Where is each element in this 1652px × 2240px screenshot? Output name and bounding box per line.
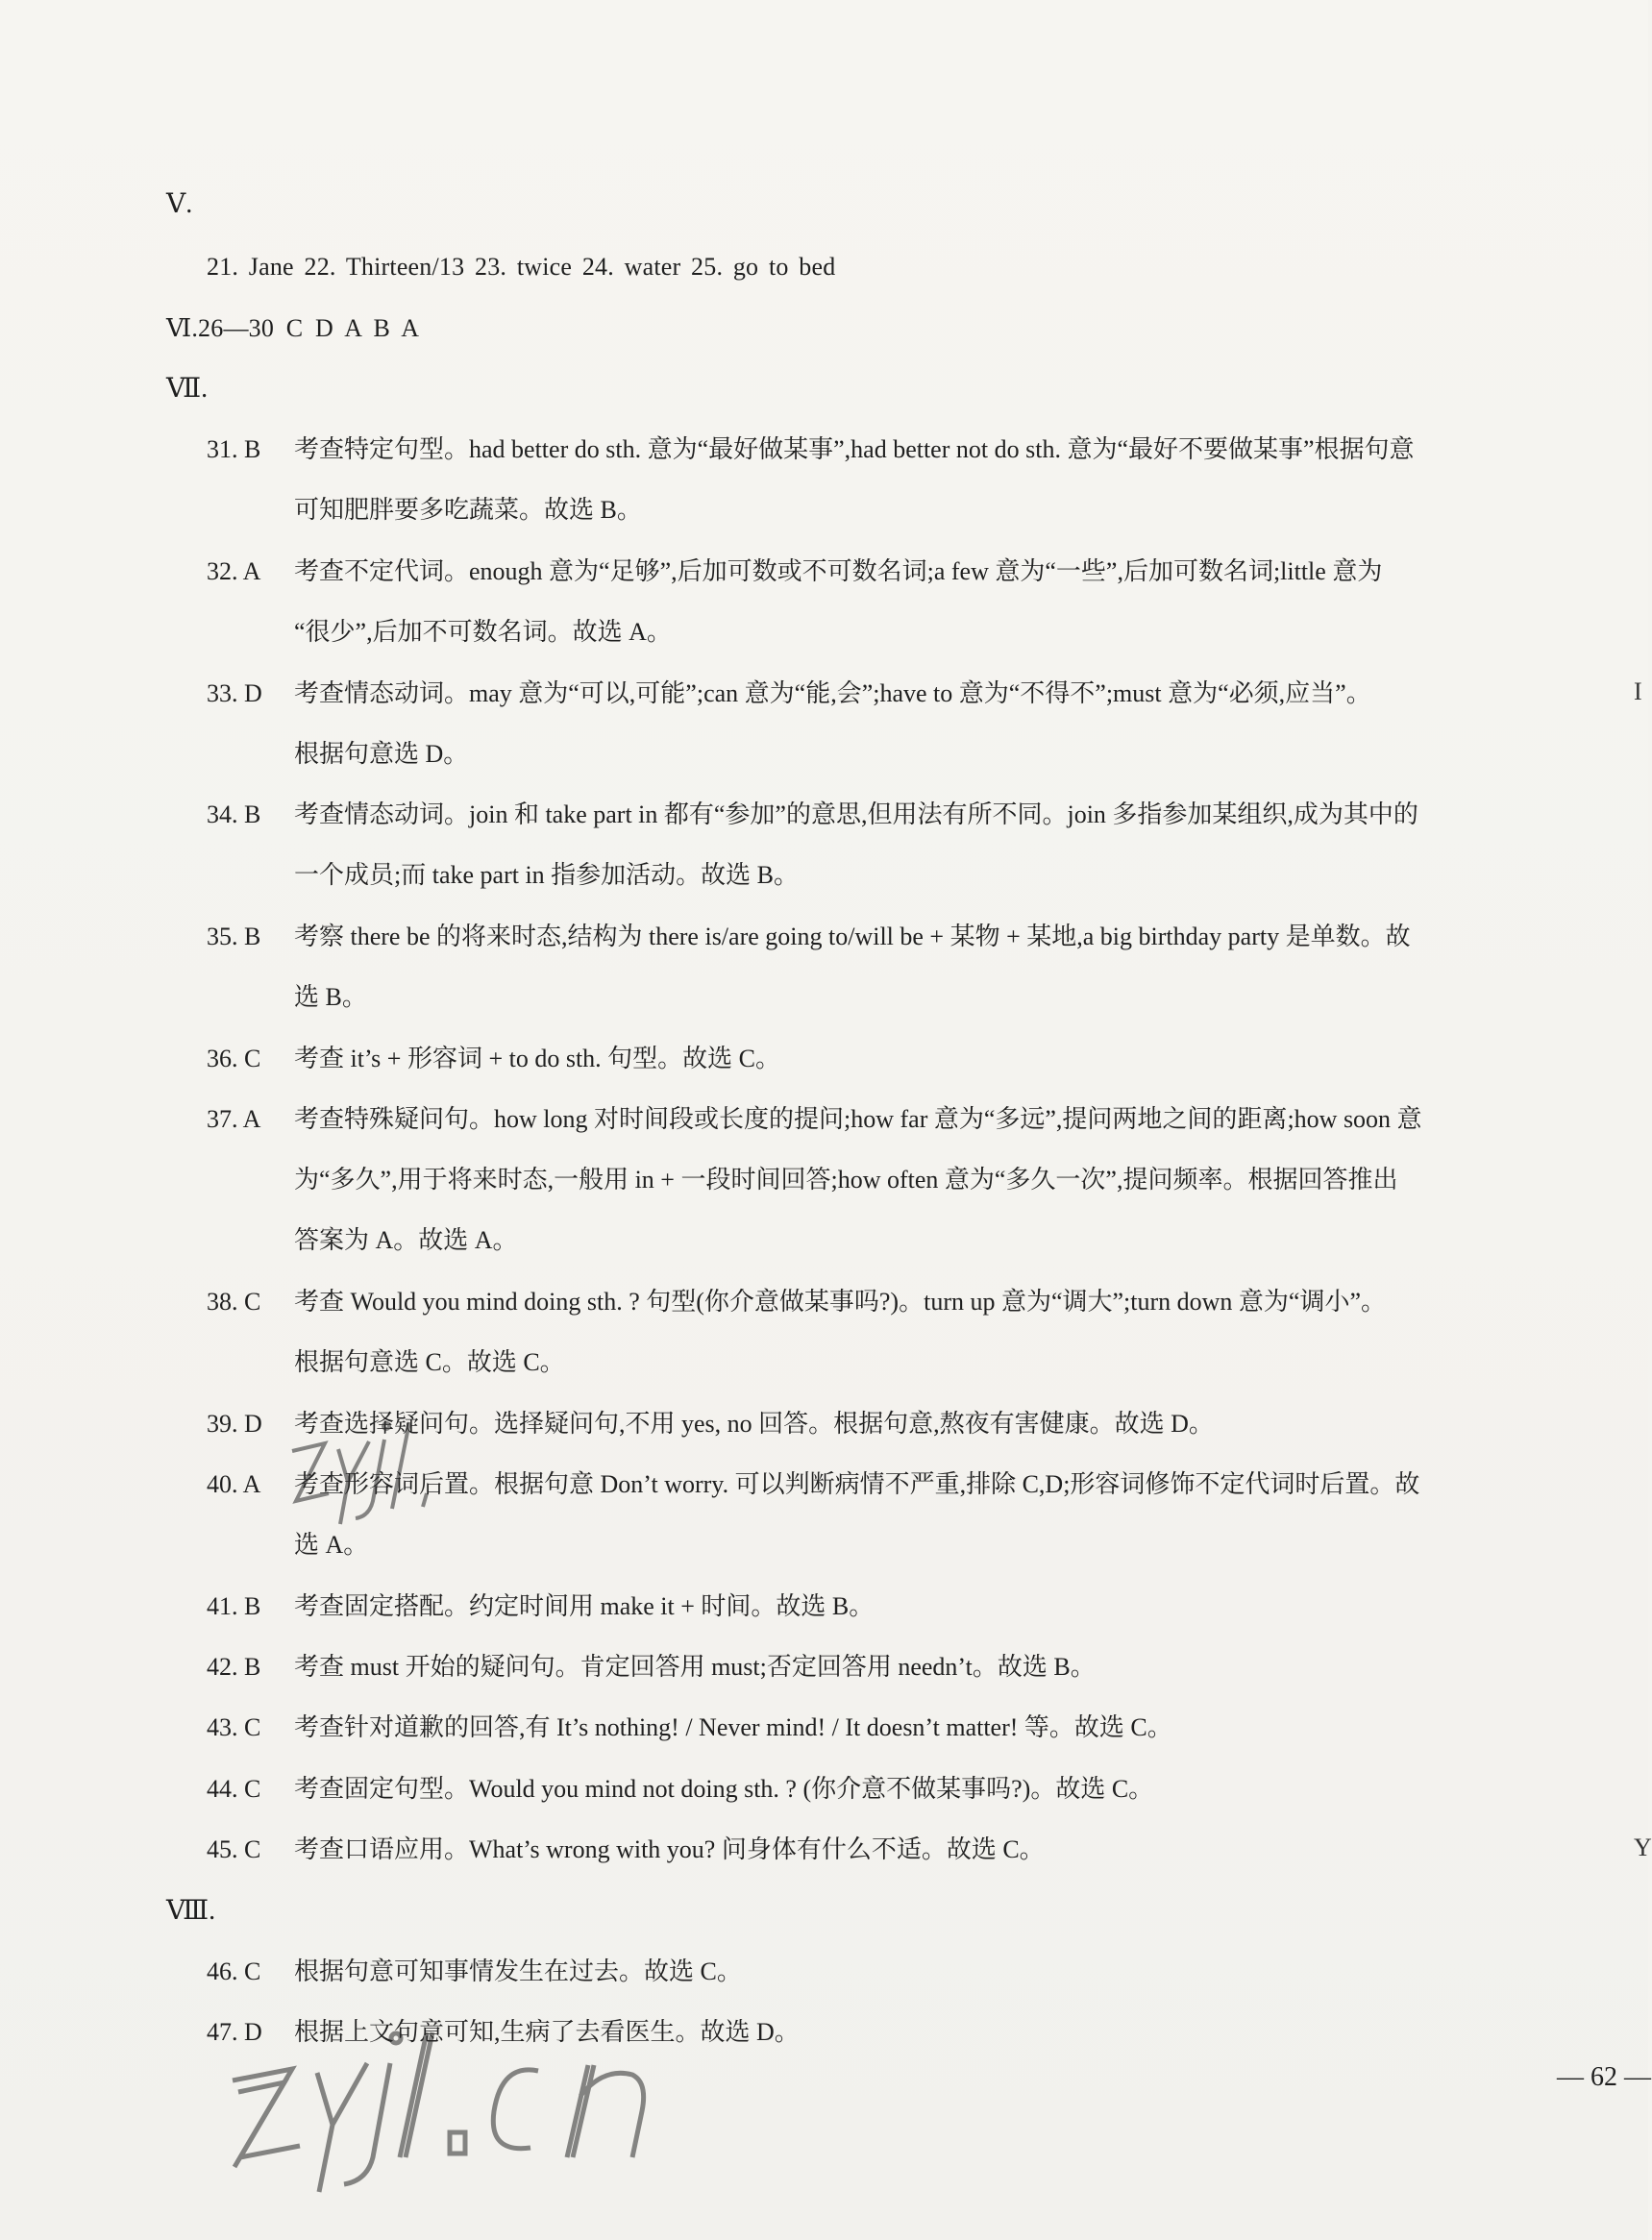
- answer-explanation-line: 根据上文句意可知,生病了去看医生。故选 D。: [294, 2018, 800, 2046]
- section-6-answers: Ⅵ.26—30 C D A B A: [166, 314, 420, 342]
- answer-explanation-line: 答案为 A。故选 A。: [294, 1226, 518, 1254]
- answer-explanation-line: 考查固定搭配。约定时间用 make it + 时间。故选 B。: [294, 1592, 875, 1620]
- answer-explanation-line: 考查情态动词。join 和 take part in 都有“参加”的意思,但用法有所不同。join 多指参加某组织,成为其中的: [294, 800, 1418, 828]
- answer-number: 39. D: [207, 1410, 262, 1438]
- answer-explanation-line: 一个成员;而 take part in 指参加活动。故选 B。: [294, 861, 800, 889]
- answer-explanation-line: 考查特殊疑问句。how long 对时间段或长度的提问;how far 意为“多远”,提问两地之间的距离;how soon 意: [294, 1105, 1422, 1133]
- answer-explanation-line: 考查口语应用。What’s wrong with you? 问身体有什么不适。故选 C。: [294, 1835, 1045, 1863]
- answer-explanation-line: 选 A。: [294, 1531, 369, 1559]
- answer-explanation-line: 考查 Would you mind doing sth. ? 句型(你介意做某事吗?)。turn up 意为“调大”;turn down 意为“调小”。: [294, 1288, 1387, 1316]
- section-5-heading: Ⅴ.: [166, 189, 193, 219]
- section-5-answers: 21. Jane 22. Thirteen/13 23. twice 24. water 25. go to bed: [207, 253, 836, 281]
- edge-mark-top: I: [1634, 677, 1642, 705]
- answer-explanation-line: 考查针对道歉的回答,有 It’s nothing! / Never mind! / It doesn’t matter! 等。故选 C。: [294, 1713, 1172, 1741]
- answer-number: 35. B: [207, 923, 261, 950]
- answer-explanation-line: 考查固定句型。Would you mind not doing sth. ? (你介意不做某事吗?)。故选 C。: [294, 1775, 1154, 1803]
- answer-number: 32. A: [207, 557, 261, 585]
- answer-number: 46. C: [207, 1957, 261, 1985]
- answer-number: 34. B: [207, 800, 261, 828]
- answer-explanation-line: “很少”,后加不可数名词。故选 A。: [294, 618, 672, 646]
- answer-number: 47. D: [207, 2018, 262, 2046]
- answer-explanation-line: 考察 there be 的将来时态,结构为 there is/are going to/will be + 某物 + 某地,a big birthday party 是单数。故: [294, 923, 1411, 950]
- section-8-heading: Ⅷ.: [166, 1896, 216, 1926]
- answer-number: 40. A: [207, 1470, 261, 1498]
- answer-explanation-line: 考查 it’s + 形容词 + to do sth. 句型。故选 C。: [294, 1045, 781, 1072]
- answer-number: 41. B: [207, 1592, 261, 1620]
- answer-number: 31. B: [207, 435, 261, 463]
- answer-number: 45. C: [207, 1835, 261, 1863]
- answer-explanation-line: 根据句意可知事情发生在过去。故选 C。: [294, 1957, 742, 1985]
- answer-explanation-line: 根据句意选 C。故选 C。: [294, 1348, 565, 1376]
- answer-explanation-line: 可知肥胖要多吃蔬菜。故选 B。: [294, 496, 642, 524]
- answer-explanation-line: 根据句意选 D。: [294, 740, 469, 768]
- answer-number: 37. A: [207, 1105, 261, 1133]
- answer-number: 38. C: [207, 1288, 261, 1316]
- edge-mark-bottom: Y: [1634, 1834, 1652, 1861]
- answer-number: 43. C: [207, 1713, 261, 1741]
- answer-explanation-line: 考查 must 开始的疑问句。肯定回答用 must;否定回答用 needn’t。故选 B。: [294, 1653, 1096, 1681]
- answer-explanation-line: 考查情态动词。may 意为“可以,可能”;can 意为“能,会”;have to 意为“不得不”;must 意为“必须,应当”。: [294, 679, 1371, 707]
- answer-number: 44. C: [207, 1775, 261, 1803]
- answer-explanation-line: 选 B。: [294, 983, 367, 1011]
- page-number: — 62 —: [1557, 2062, 1651, 2092]
- answer-explanation-line: 考查形容词后置。根据句意 Don’t worry. 可以判断病情不严重,排除 C,D;形容词修饰不定代词时后置。故: [294, 1470, 1420, 1498]
- answer-number: 42. B: [207, 1653, 261, 1681]
- answer-number: 33. D: [207, 679, 262, 707]
- answer-explanation-line: 考查选择疑问句。选择疑问句,不用 yes, no 回答。根据句意,熬夜有害健康。故选 D。: [294, 1410, 1214, 1438]
- answer-explanation-line: 考查特定句型。had better do sth. 意为“最好做某事”,had better not do sth. 意为“最好不要做某事”根据句意: [294, 435, 1415, 463]
- answer-explanation-line: 考查不定代词。enough 意为“足够”,后加可数或不可数名词;a few 意为“一些”,后加可数名词;little 意为: [294, 557, 1383, 585]
- answer-explanation-line: 为“多久”,用于将来时态,一般用 in + 一段时间回答;how often 意为“多久一次”,提问频率。根据回答推出: [294, 1166, 1398, 1194]
- answer-number: 36. C: [207, 1045, 261, 1072]
- section-7-heading: Ⅶ.: [166, 374, 209, 404]
